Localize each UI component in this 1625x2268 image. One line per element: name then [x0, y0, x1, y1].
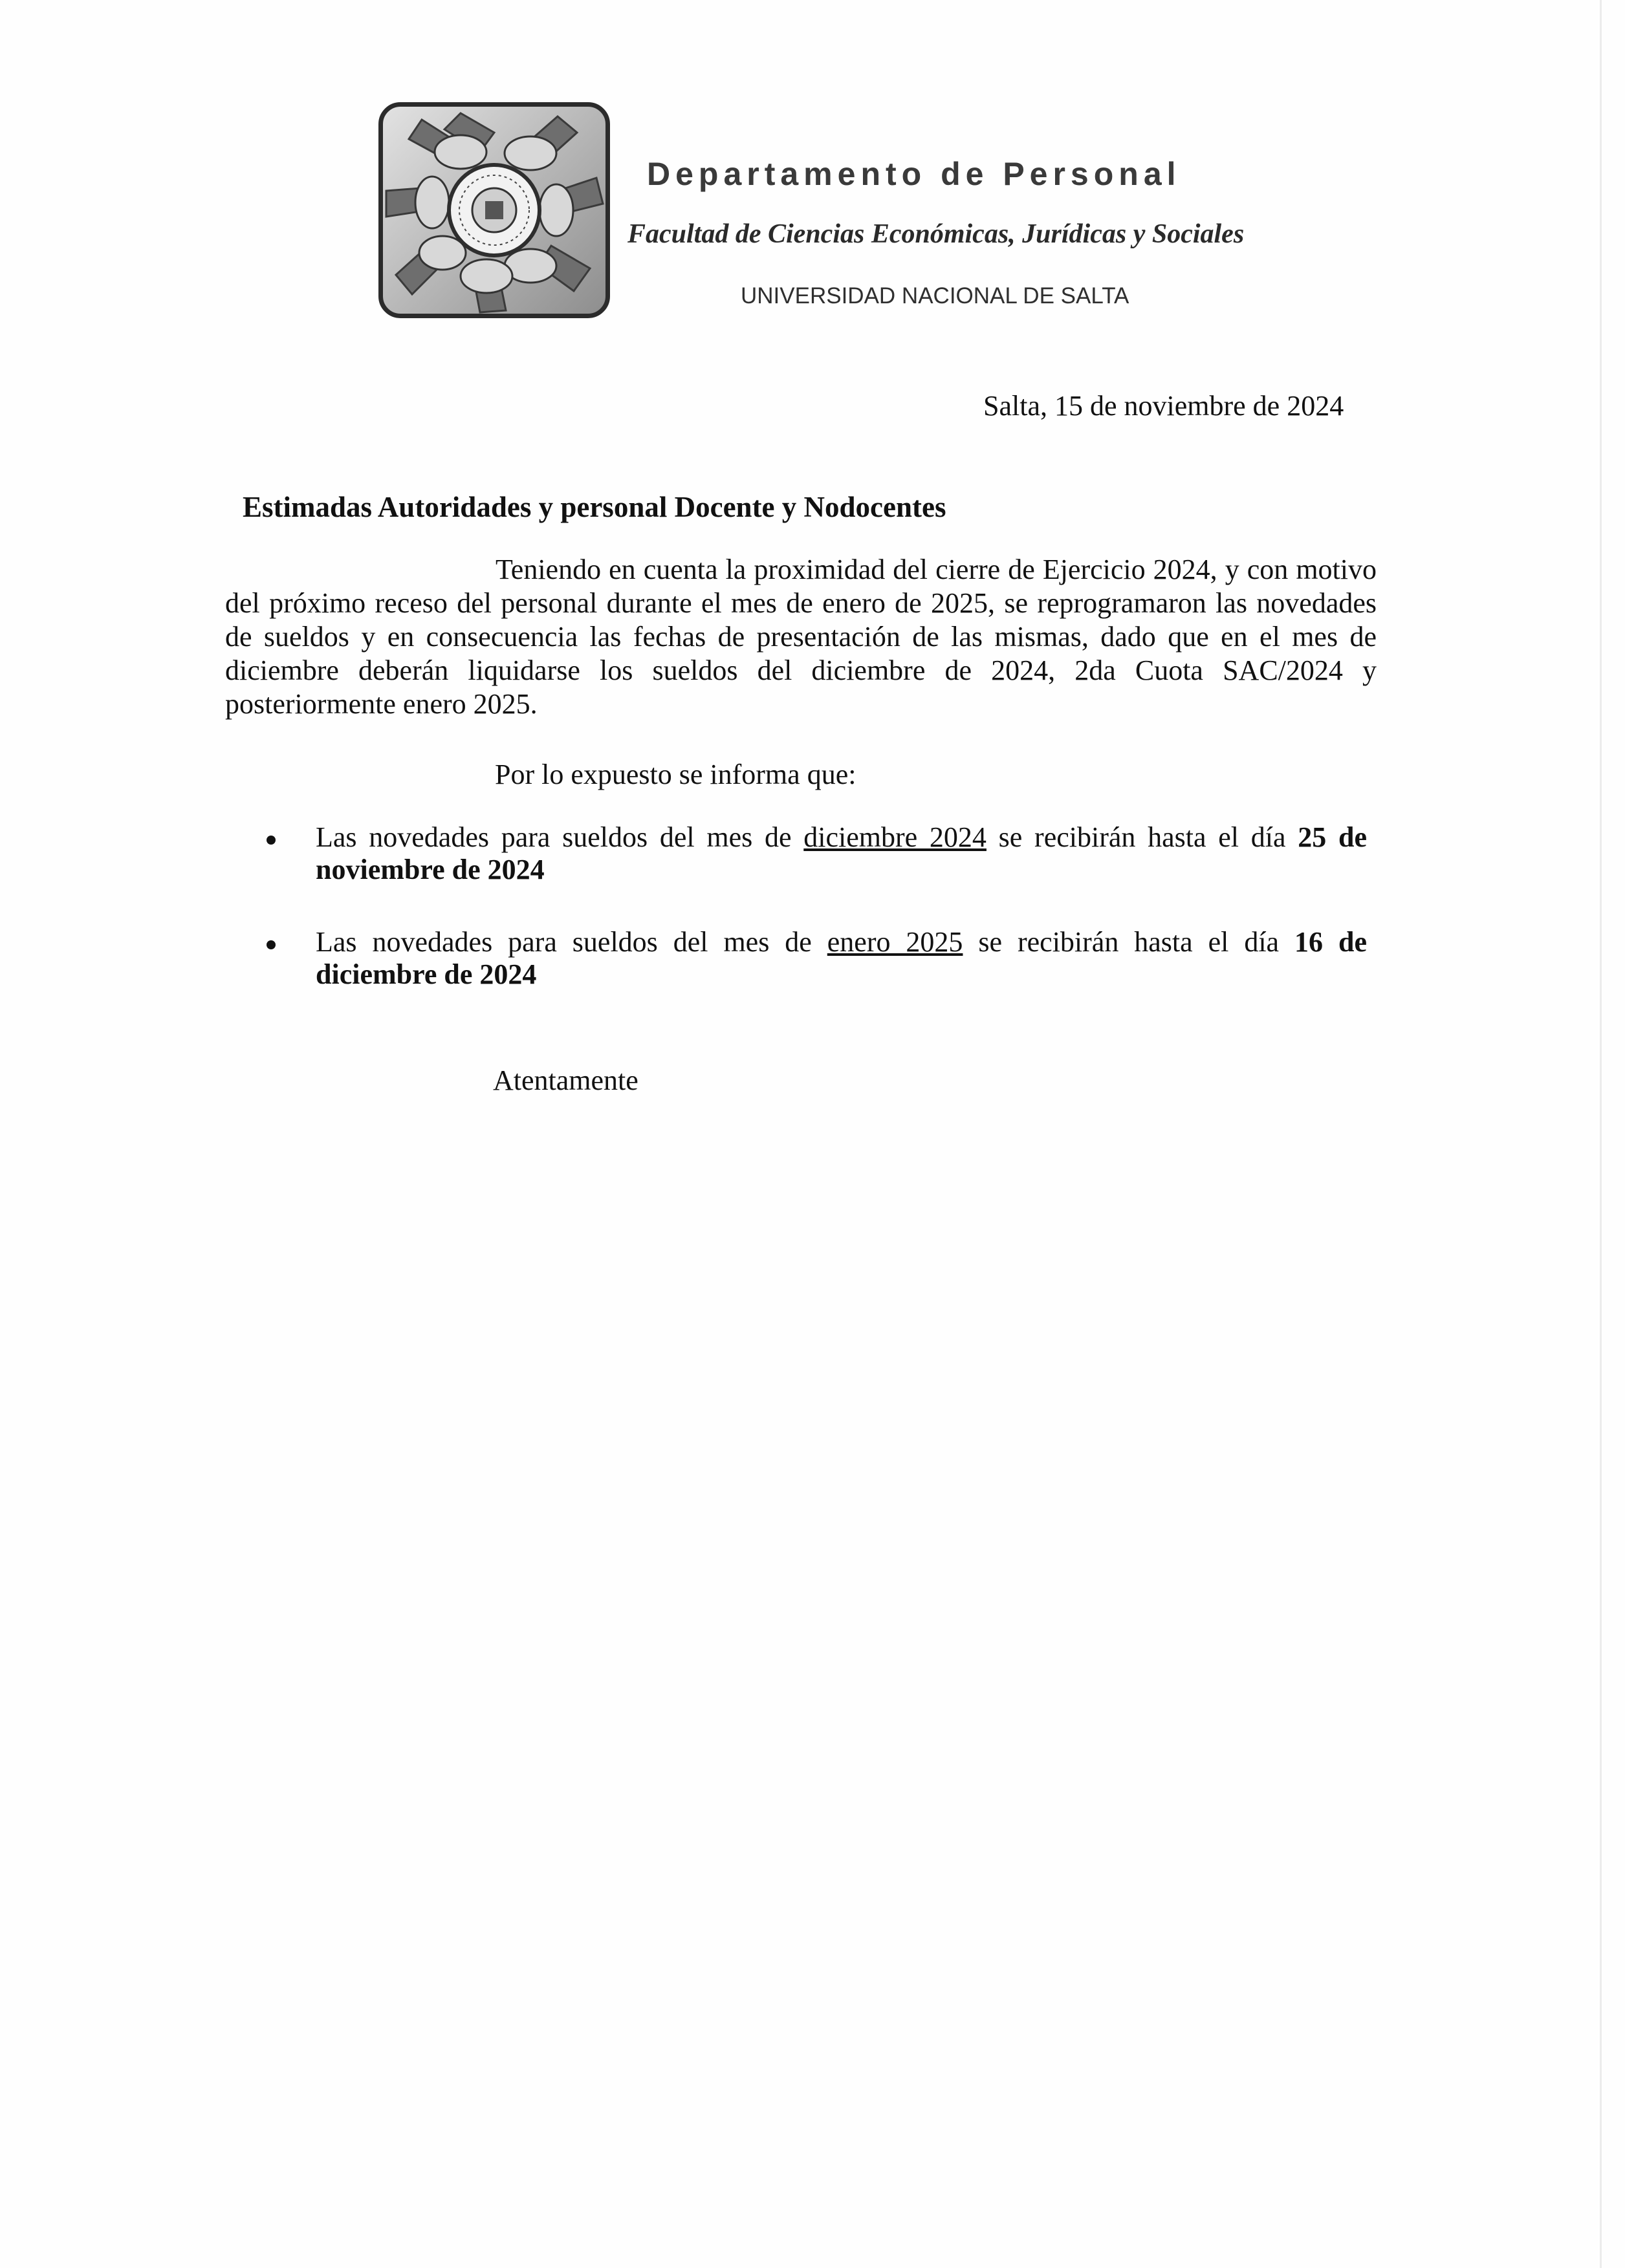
item-month: diciembre 2024 [803, 821, 987, 853]
department-name: Departamento de Personal [647, 156, 1181, 192]
salutation: Estimadas Autoridades y personal Docente y Nodocentes [243, 491, 946, 523]
letterhead [378, 102, 1245, 322]
item-prefix: Las novedades para sueldos del mes de [316, 926, 827, 958]
item-month: enero 2025 [827, 926, 963, 958]
page-edge [1600, 0, 1602, 2268]
hands-circle-seal-logo [378, 102, 610, 318]
closing: Atentamente [493, 1064, 638, 1096]
deadline-list [264, 821, 1367, 1031]
list-item [264, 821, 1367, 886]
lead-in: Por lo expuesto se informa que: [495, 759, 856, 790]
item-middle: se recibirán hasta el día [986, 821, 1298, 853]
bullet-icon [267, 836, 276, 845]
intro-paragraph: Teniendo en cuenta la proximidad del cierre de Ejercicio 2024, y con motivo del próximo receso del personal durante el mes de enero de 2025, se reprogramaron las novedades de sueldos y en consecuencia las fechas de presentación de las mismas, dado que en el mes de diciembre deberán liquidarse los sueldos del diciembre de 2024, 2da Cuota SAC/2024 y posteriormente enero 2025. [225, 554, 1377, 720]
logo-graphic [383, 107, 605, 314]
item-deadline: 16 de diciembre de 2024 [316, 926, 1367, 990]
item-prefix: Las novedades para sueldos del mes de [316, 821, 804, 853]
university-name: UNIVERSIDAD NACIONAL DE SALTA [741, 283, 1129, 308]
item-middle: se recibirán hasta el día [963, 926, 1295, 958]
date-line: Salta, 15 de noviembre de 2024 [983, 390, 1344, 422]
bullet-icon [267, 940, 276, 949]
item-deadline: 25 de noviembre de 2024 [316, 821, 1367, 885]
faculty-name: Facultad de Ciencias Económicas, Jurídicas y Sociales [627, 219, 1245, 249]
list-item [264, 926, 1367, 991]
